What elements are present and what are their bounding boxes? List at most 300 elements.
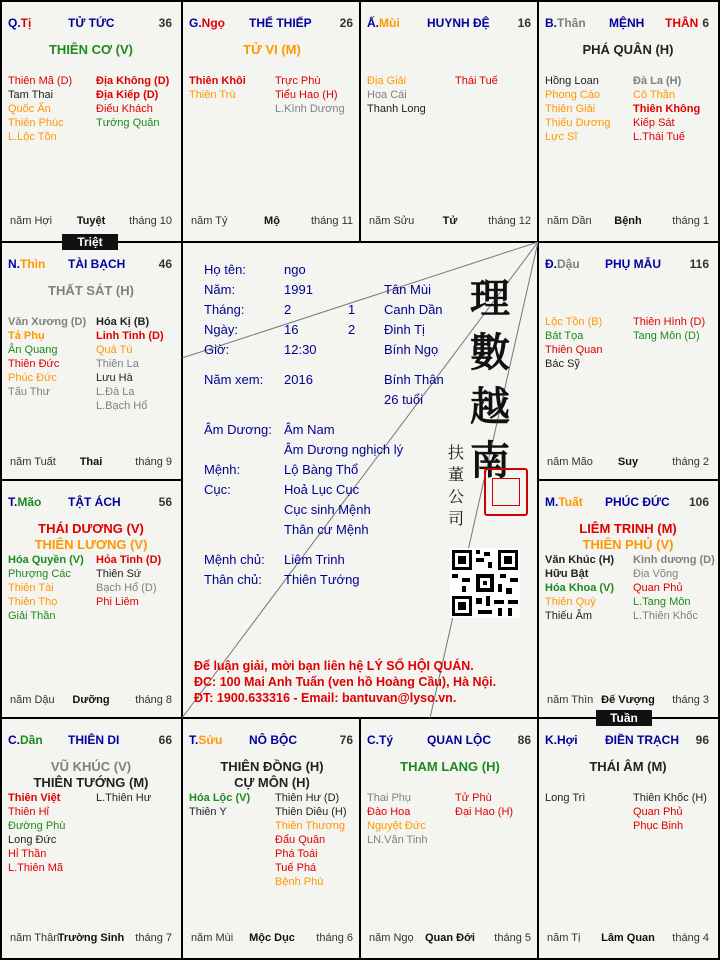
minor-star: L.Kình Dương xyxy=(275,103,345,115)
minor-star: Thiên Khốc (H) xyxy=(633,792,707,804)
palace-footer xyxy=(547,215,709,229)
footer-month: tháng 4 xyxy=(672,932,709,944)
minor-star: Nguyệt Đức xyxy=(367,820,426,832)
footer-month: tháng 6 xyxy=(316,932,353,944)
minor-star: Phượng Các xyxy=(8,568,71,580)
minor-stars-left xyxy=(545,791,585,805)
minor-star: Thiên Khôi xyxy=(189,75,246,87)
palace-can: T. xyxy=(189,733,199,747)
palace-chi: Tị xyxy=(20,16,32,30)
minor-star: Thiên Hình (D) xyxy=(633,316,706,328)
minor-star: Hỉ Thần xyxy=(8,848,47,860)
am-duong-value-2: Âm Dương nghịch lý xyxy=(284,442,404,457)
minor-star: Thiên Quý xyxy=(545,596,596,608)
palace-name: NÔ BỘC xyxy=(249,733,297,747)
palace-can-chi xyxy=(189,733,222,747)
minor-star: Hoa Cái xyxy=(367,89,407,101)
nam-label: Năm: xyxy=(204,282,236,297)
palace-can-chi xyxy=(545,257,580,271)
thang-value: 2 xyxy=(284,302,292,317)
palace-footer xyxy=(369,215,531,229)
am-duong-label: Âm Dương: xyxy=(204,422,272,437)
red-seal-stamp xyxy=(484,468,528,516)
main-stars xyxy=(183,42,361,58)
footer-month: tháng 5 xyxy=(494,932,531,944)
minor-star: L.Bạch Hổ xyxy=(96,400,148,412)
palace-footer xyxy=(10,456,172,470)
footer-year: năm Dậu xyxy=(10,694,55,706)
footer-month: tháng 8 xyxy=(135,694,172,706)
palace-number: 76 xyxy=(339,733,353,747)
palace-thin[interactable] xyxy=(2,243,180,480)
minor-star: Long Đức xyxy=(8,834,57,846)
minor-star: Thiên Mã (D) xyxy=(8,75,73,87)
palace-footer xyxy=(191,932,353,946)
minor-star: Ân Quang xyxy=(8,344,58,356)
palace-dan[interactable] xyxy=(2,719,180,956)
palace-can-chi xyxy=(8,495,41,509)
minor-star: Thiên Thọ xyxy=(8,596,58,608)
palace-chi: Thìn xyxy=(20,257,46,271)
gio-value: 12:30 xyxy=(284,342,317,357)
footer-life-stage: Bệnh xyxy=(614,215,642,227)
minor-star: Tuế Phá xyxy=(275,862,317,874)
minor-star: Thiên Phúc xyxy=(8,117,64,129)
footer-year: năm Tuất xyxy=(10,456,56,468)
minor-star: L.Thái Tuế xyxy=(633,131,685,143)
minor-star: Đà La (H) xyxy=(633,75,682,87)
minor-star: Bác Sỹ xyxy=(545,358,580,370)
minor-star: Văn Xương (D) xyxy=(8,316,87,328)
minor-star: Thiên Trù xyxy=(189,89,236,101)
palace-ngo[interactable] xyxy=(183,2,361,239)
minor-star: L.Thiên Hư xyxy=(96,792,152,804)
minor-star: L.Tang Môn xyxy=(633,596,691,608)
minor-star: Giải Thần xyxy=(8,610,56,622)
minor-star: Lưu Hà xyxy=(96,372,133,384)
minor-star: Hữu Bật xyxy=(545,568,589,580)
footer-month: tháng 1 xyxy=(672,215,709,227)
minor-star: Hỏa Tinh (D) xyxy=(96,554,162,566)
palace-number: 6 xyxy=(702,16,709,30)
footer-year: năm Ngọ xyxy=(369,932,414,944)
footer-life-stage: Tử xyxy=(442,215,458,227)
gio-label: Giờ: xyxy=(204,342,230,357)
palace-footer xyxy=(191,215,353,229)
palace-number: 86 xyxy=(517,733,531,747)
nam-can-chi: Tân Mùi xyxy=(384,282,431,297)
calligraphy-char-2: 數 xyxy=(470,329,510,376)
palace-can: T. xyxy=(8,495,18,509)
minor-star: Thiên Thương xyxy=(275,820,346,832)
palace-can-chi xyxy=(367,733,393,747)
main-stars xyxy=(539,521,717,553)
minor-star: Hóa Lộc (V) xyxy=(189,792,251,804)
minor-star: Kiếp Sát xyxy=(633,117,675,129)
minor-star: Thái Tuế xyxy=(455,75,498,87)
palace-number: 26 xyxy=(339,16,353,30)
main-star: THIÊN ĐỒNG (H) xyxy=(220,759,324,774)
ngay-am: 2 xyxy=(348,322,356,337)
minor-star: Tấu Thư xyxy=(8,386,51,398)
minor-stars-right xyxy=(633,315,705,343)
palace-can-chi xyxy=(8,733,43,747)
minor-stars-left xyxy=(367,791,428,847)
minor-star: Đường Phù xyxy=(8,820,66,832)
footer-year: năm Mão xyxy=(547,456,593,468)
footer-month: tháng 11 xyxy=(310,215,353,227)
footer-life-stage: Quan Đới xyxy=(425,932,475,944)
minor-stars-right xyxy=(633,791,707,833)
footer-life-stage: Dưỡng xyxy=(72,694,110,706)
than-chu-label: Thân chủ: xyxy=(204,572,262,587)
qr-code-icon[interactable] xyxy=(450,548,520,618)
palace-than[interactable] xyxy=(539,2,717,239)
ngay-value: 16 xyxy=(284,322,299,337)
palace-footer xyxy=(10,932,172,946)
calligraphy-char-4: 南 xyxy=(470,437,510,484)
minor-stars-left xyxy=(545,315,602,371)
gio-can-chi: Bính Ngọ xyxy=(384,342,439,357)
minor-stars-left xyxy=(8,553,84,623)
footer-year: năm Sửu xyxy=(369,215,415,227)
cuc-value: Hoả Lục Cục xyxy=(284,482,360,497)
footer-month: tháng 7 xyxy=(135,932,172,944)
palace-name: TẬT ÁCH xyxy=(68,495,121,509)
minor-star: Phong Cáo xyxy=(545,89,601,101)
main-stars xyxy=(2,283,180,299)
palace-name: PHÚC ĐỨC xyxy=(605,495,670,509)
menh-value: Lộ Bàng Thổ xyxy=(284,462,359,477)
palace-suu[interactable] xyxy=(183,719,361,956)
minor-star: Phá Toái xyxy=(275,848,318,860)
footer-life-stage: Lâm Quan xyxy=(601,932,655,944)
palace-dau[interactable] xyxy=(539,243,717,480)
main-star: CỰ MÔN (H) xyxy=(234,775,310,790)
main-star: THIÊN LƯƠNG (V) xyxy=(34,537,148,552)
palace-can: Ấ. xyxy=(367,16,379,30)
main-stars xyxy=(2,42,180,58)
minor-stars-right xyxy=(96,791,151,805)
palace-can-chi xyxy=(8,16,31,30)
main-star: THÁI DƯƠNG (V) xyxy=(38,521,144,536)
palace-can-chi xyxy=(545,733,578,747)
minor-stars-right xyxy=(455,791,513,819)
palace-chi: Dần xyxy=(20,733,43,747)
footer-year: năm Thân xyxy=(10,932,60,944)
main-stars xyxy=(539,42,717,58)
footer-year: năm Hợi xyxy=(10,215,53,227)
palace-footer xyxy=(547,694,709,708)
palace-chi: Mùi xyxy=(379,16,400,30)
minor-star: Địa Giải xyxy=(367,75,407,87)
minor-star: Đẩu Quân xyxy=(275,834,326,846)
minor-star: Địa Không (D) xyxy=(96,75,170,87)
main-stars xyxy=(2,521,180,553)
tuan-tag: Tuần xyxy=(596,710,652,726)
minor-star: Tiểu Hao (H) xyxy=(275,89,338,101)
palace-chi: Sửu xyxy=(198,733,223,747)
palace-number: 96 xyxy=(695,733,709,747)
minor-star: Đào Hoa xyxy=(367,806,411,818)
cuc-value-3: Thân cư Mệnh xyxy=(284,522,369,537)
menh-label: Mệnh: xyxy=(204,462,241,477)
palace-number: 16 xyxy=(517,16,531,30)
palace-ti[interactable] xyxy=(2,2,180,239)
minor-star: Thiên Sứ xyxy=(96,568,142,580)
palace-chi: Dậu xyxy=(557,257,580,271)
minor-star: Địa Võng xyxy=(633,568,679,580)
footer-month: tháng 9 xyxy=(135,456,172,468)
palace-can: K. xyxy=(545,733,557,747)
footer-month: tháng 3 xyxy=(672,694,709,706)
palace-can-chi xyxy=(545,16,586,30)
palace-chi: Thân xyxy=(557,16,586,30)
minor-star: Bạch Hổ (D) xyxy=(96,582,157,594)
palace-chi: Tý xyxy=(379,733,394,747)
thang-am: 1 xyxy=(348,302,356,317)
palace-name: MỆNH xyxy=(609,16,645,30)
palace-can-chi xyxy=(545,495,583,509)
calligraphy-side-1: 扶 xyxy=(448,443,465,462)
main-stars xyxy=(539,759,717,775)
palace-can-chi xyxy=(8,257,45,271)
minor-star: Tử Phù xyxy=(455,792,492,804)
nam-xem-can-chi: Bính Thân xyxy=(384,372,444,387)
main-star: THÁI ÂM (M) xyxy=(589,759,667,774)
minor-stars-left xyxy=(8,791,65,875)
palace-name: TỬ TỨC xyxy=(68,16,115,30)
minor-star: Đại Hao (H) xyxy=(455,806,514,818)
footer-life-stage: Mộc Dục xyxy=(249,932,295,944)
minor-stars-left xyxy=(189,74,246,102)
nam-xem-label: Năm xem: xyxy=(204,372,264,387)
main-star: PHÁ QUÂN (H) xyxy=(582,42,674,57)
minor-stars-left xyxy=(367,74,426,116)
main-star: THAM LANG (H) xyxy=(400,759,500,774)
palace-name: HUYNH ĐỆ xyxy=(427,16,490,30)
palace-number: 66 xyxy=(158,733,172,747)
footer-month: tháng 2 xyxy=(672,456,709,468)
minor-star: Thiếu Dương xyxy=(545,117,611,129)
minor-star: Thai Phụ xyxy=(367,792,412,804)
minor-star: Thiên Quan xyxy=(545,344,603,356)
palace-footer xyxy=(547,456,709,470)
main-stars xyxy=(2,759,180,791)
minor-star: Thiên Đức xyxy=(8,358,60,370)
minor-stars-left xyxy=(189,791,250,819)
thang-can-chi: Canh Dần xyxy=(384,302,443,317)
minor-star: Trực Phù xyxy=(275,75,321,87)
minor-star: Bát Tọa xyxy=(545,330,584,342)
minor-star: Tam Thai xyxy=(8,89,54,101)
minor-star: Tang Môn (D) xyxy=(633,330,700,342)
minor-stars-right xyxy=(633,553,715,623)
minor-star: LN.Văn Tinh xyxy=(367,834,428,846)
minor-star: Văn Khúc (H) xyxy=(545,554,615,566)
palace-number: 46 xyxy=(158,257,172,271)
main-stars xyxy=(361,759,539,775)
minor-star: Quan Phủ xyxy=(633,806,683,818)
cuc-label: Cục: xyxy=(204,482,231,497)
ho-ten-value: ngo xyxy=(284,262,306,277)
minor-star: Long Trì xyxy=(545,792,586,804)
palace-can: B. xyxy=(545,16,557,30)
minor-star: Thiếu Âm xyxy=(545,610,593,622)
palace-number: 56 xyxy=(158,495,172,509)
than-marker: THÂN xyxy=(665,16,699,30)
palace-can: Q. xyxy=(8,16,21,30)
triet-tag: Triệt xyxy=(62,234,118,250)
calligraphy-side-3: 公 xyxy=(448,487,465,506)
palace-can-chi xyxy=(367,16,400,30)
minor-star: Quả Tú xyxy=(96,344,133,356)
minor-stars-right xyxy=(455,74,498,88)
minor-star: Quan Phủ xyxy=(633,582,683,594)
minor-star: Thiên Hư (D) xyxy=(275,792,340,804)
palace-can-chi xyxy=(189,16,225,30)
minor-stars-left xyxy=(8,74,72,144)
palace-name: PHỤ MẪU xyxy=(605,257,661,271)
minor-star: L.Lộc Tồn xyxy=(8,131,57,143)
ngay-can-chi: Đinh Tị xyxy=(384,322,425,337)
palace-can: C. xyxy=(8,733,20,747)
contact-phone-email: ĐT: 1900.633316 - Email: bantuvan@lyso.vn. xyxy=(194,691,457,705)
menh-chu-label: Mệnh chủ: xyxy=(204,552,265,567)
minor-stars-left xyxy=(545,553,614,623)
footer-life-stage: Đế Vượng xyxy=(601,694,655,706)
minor-star: Thiên Diêu (H) xyxy=(275,806,347,818)
palace-number: 106 xyxy=(688,495,709,509)
minor-star: Quốc Ấn xyxy=(8,103,51,115)
palace-hoi[interactable] xyxy=(539,719,717,956)
footer-life-stage: Trường Sinh xyxy=(57,932,125,944)
minor-stars-right xyxy=(96,553,161,609)
minor-star: Bệnh Phù xyxy=(275,876,324,888)
minor-star: Điếu Khách xyxy=(96,103,153,115)
footer-year: năm Thìn xyxy=(547,694,594,706)
minor-star: Kình dương (D) xyxy=(633,554,715,566)
footer-year: năm Dần xyxy=(547,215,592,227)
palace-number: 36 xyxy=(158,16,172,30)
palace-can: Đ. xyxy=(545,257,557,271)
footer-year: năm Tị xyxy=(547,932,581,944)
minor-star: Hóa Khoa (V) xyxy=(545,582,615,594)
main-star: THẤT SÁT (H) xyxy=(48,283,134,298)
minor-star: Phúc Đức xyxy=(8,372,57,384)
calligraphy-side-4: 司 xyxy=(448,509,465,528)
palace-mao[interactable] xyxy=(2,481,180,718)
minor-star: Tả Phụ xyxy=(8,330,45,342)
minor-stars-right xyxy=(96,315,164,413)
minor-stars-right xyxy=(633,74,700,144)
minor-star: Lực Sĩ xyxy=(545,131,578,143)
ho-ten-label: Họ tên: xyxy=(204,262,246,277)
palace-footer xyxy=(10,694,172,708)
minor-star: L.Đà La xyxy=(96,386,135,398)
main-star: THIÊN TƯỚNG (M) xyxy=(33,775,149,790)
minor-star: Phục Binh xyxy=(633,820,684,832)
minor-star: Thiên Tài xyxy=(8,582,54,594)
minor-stars-right xyxy=(96,74,169,130)
palace-chi: Mão xyxy=(17,495,42,509)
palace-name: TÀI BẠCH xyxy=(68,257,126,271)
minor-star: Hóa Quyền (V) xyxy=(8,554,84,566)
palace-chi: Hợi xyxy=(557,733,578,747)
footer-year: năm Tý xyxy=(191,215,228,227)
main-stars xyxy=(183,759,361,791)
palace-number: 116 xyxy=(689,257,709,271)
calligraphy-char-3: 越 xyxy=(470,383,510,430)
minor-star: Lộc Tồn (B) xyxy=(545,316,603,328)
palace-footer xyxy=(369,932,531,946)
palace-name: QUAN LỘC xyxy=(427,733,491,747)
than-chu-value: Thiên Tướng xyxy=(284,572,360,587)
minor-star: Hóa Kị (B) xyxy=(96,316,150,328)
menh-chu-value: Liêm Trinh xyxy=(284,552,345,567)
palace-name: ĐIỀN TRẠCH xyxy=(605,733,679,747)
palace-name: THỂ THIẾP xyxy=(249,16,312,30)
contact-line-1: Để luận giải, mời bạn liên hệ LÝ SỐ HỘI QUÁN. xyxy=(194,659,474,673)
main-star: THIÊN CƠ (V) xyxy=(48,42,134,57)
palace-name: THIÊN DI xyxy=(68,733,120,747)
minor-star: L.Thiên Mã xyxy=(8,862,64,874)
ngay-label: Ngày: xyxy=(204,322,238,337)
calligraphy-char-1: 理 xyxy=(470,275,510,322)
footer-month: tháng 10 xyxy=(129,215,172,227)
minor-star: Địa Kiếp (D) xyxy=(96,89,159,101)
minor-star: Linh Tinh (D) xyxy=(96,330,164,342)
minor-star: Thiên Việt xyxy=(8,792,61,804)
palace-chi: Ngọ xyxy=(201,16,225,30)
minor-star: Thiên Hỉ xyxy=(8,806,49,818)
palace-chi: Tuất xyxy=(558,495,583,509)
palace-can: N. xyxy=(8,257,20,271)
minor-stars-right xyxy=(275,791,347,889)
minor-star: Thiên Không xyxy=(633,103,701,115)
minor-star: L.Thiên Khốc xyxy=(633,610,698,622)
footer-life-stage: Tuyệt xyxy=(76,215,106,227)
minor-stars-left xyxy=(545,74,610,144)
minor-star: Thanh Long xyxy=(367,103,426,115)
footer-month: tháng 12 xyxy=(488,215,531,227)
minor-star: Phi Liêm xyxy=(96,596,139,608)
cuc-value-2: Cục sinh Mệnh xyxy=(284,502,371,517)
contact-address: ĐC: 100 Mai Anh Tuấn (ven hồ Hoàng Cầu), Hà Nội. xyxy=(194,675,497,689)
minor-star: Cô Thần xyxy=(633,89,675,101)
main-star: THIÊN PHỦ (V) xyxy=(582,537,674,552)
footer-life-stage: Suy xyxy=(617,456,639,468)
palace-can: G. xyxy=(189,16,202,30)
am-duong-value: Âm Nam xyxy=(284,422,335,437)
main-star: LIÊM TRINH (M) xyxy=(579,521,677,536)
minor-star: Thiên Y xyxy=(189,806,227,818)
minor-star: Thiên Giải xyxy=(545,103,596,115)
footer-life-stage: Thai xyxy=(79,456,103,468)
calligraphy-side-2: 董 xyxy=(448,465,465,484)
palace-footer xyxy=(10,215,172,229)
nam-value: 1991 xyxy=(284,282,313,297)
palace-mui[interactable] xyxy=(361,2,539,239)
palace-can: C. xyxy=(367,733,379,747)
main-star: TỬ VI (M) xyxy=(243,42,301,57)
palace-tuat[interactable] xyxy=(539,481,717,718)
minor-star: Tướng Quân xyxy=(96,117,160,129)
main-star: VŨ KHÚC (V) xyxy=(50,759,132,774)
minor-star: Thiên La xyxy=(96,358,139,370)
tuoi-value: 26 tuổi xyxy=(384,392,424,407)
palace-ty[interactable] xyxy=(361,719,539,956)
